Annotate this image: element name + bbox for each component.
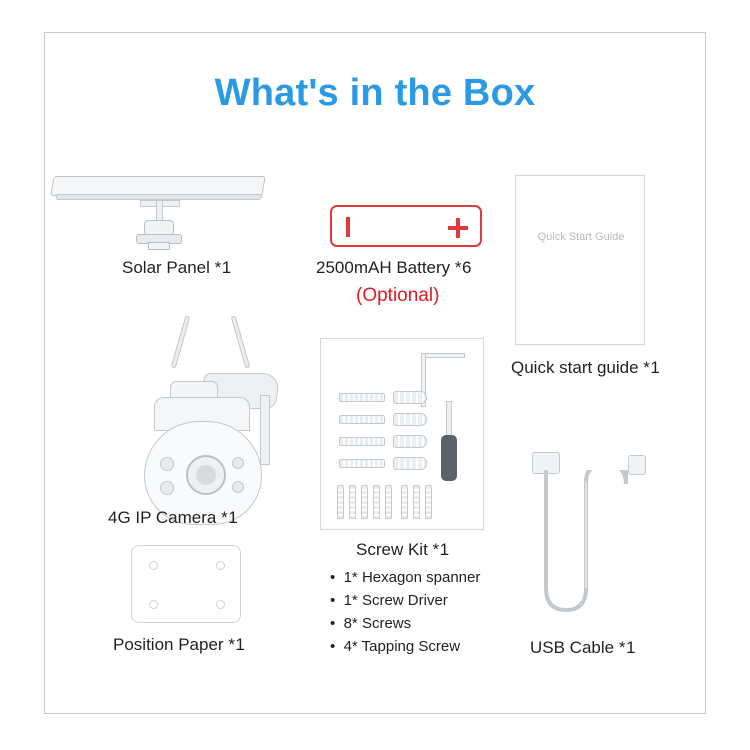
position-paper-label: Position Paper: [113, 635, 224, 654]
drill-template-icon: [131, 545, 241, 623]
wall-anchor-icon: [393, 413, 427, 426]
tapping-screw-icon: [361, 485, 368, 519]
booklet-cover-text: Quick Start Guide: [537, 231, 625, 243]
booklet-icon: [515, 175, 645, 345]
quick-start-guide-qty: *1: [643, 358, 661, 377]
battery-qty: *6: [454, 258, 472, 277]
position-paper-caption: [113, 635, 245, 655]
battery-label: 2500mAH Battery: [316, 258, 451, 277]
ip-camera-qty: *1: [221, 508, 239, 527]
ip-camera-label: 4G IP Camera: [108, 508, 217, 527]
battery-caption: [316, 258, 472, 278]
hex-key-icon: [421, 353, 465, 358]
solar-panel-qty: *1: [214, 258, 232, 277]
screw-icon: [339, 393, 385, 402]
list-item: • 1* Screw Driver: [330, 592, 448, 609]
screw-icon: [339, 437, 385, 446]
battery-minus-terminal: [346, 217, 350, 237]
solar-panel-caption: [122, 258, 232, 278]
solar-panel-icon: [52, 170, 272, 252]
screwdriver-icon: [446, 401, 452, 439]
wall-anchor-icon: [393, 435, 427, 448]
screw-kit-qty: *1: [432, 540, 450, 559]
list-item: • 1* Hexagon spanner: [330, 569, 481, 586]
tapping-screw-icon: [401, 485, 408, 519]
wall-anchor-icon: [393, 391, 427, 404]
screw-icon: [339, 459, 385, 468]
battery-plus-terminal-v: [456, 218, 460, 238]
ip-camera-caption: [108, 508, 238, 528]
page-title: What's in the Box: [214, 72, 536, 114]
tapping-screw-icon: [349, 485, 356, 519]
usb-cable-qty: *1: [618, 638, 636, 657]
wall-anchor-icon: [393, 457, 427, 470]
screw-kit-label: Screw Kit: [356, 540, 428, 559]
list-item: • 8* Screws: [330, 615, 412, 632]
antenna-left-icon: [171, 315, 191, 368]
list-item: • 4* Tapping Screw: [330, 638, 461, 655]
usb-cable-caption: [530, 638, 636, 658]
tapping-screw-icon: [373, 485, 380, 519]
battery-icon: [330, 205, 482, 247]
tapping-screw-icon: [337, 485, 344, 519]
position-paper-qty: *1: [228, 635, 246, 654]
screw-kit-caption: [356, 540, 450, 560]
usb-cord-path: [540, 470, 648, 620]
solar-panel-label: Solar Panel: [122, 258, 210, 277]
usb-cable-label: USB Cable: [530, 638, 615, 657]
battery-optional-note: (Optional): [356, 285, 440, 306]
screw-kit-contents-list: [330, 566, 530, 658]
tapping-screw-icon: [385, 485, 392, 519]
screw-kit-icon: [320, 338, 484, 530]
quick-start-guide-label: Quick start guide: [511, 358, 639, 377]
tapping-screw-icon: [413, 485, 420, 519]
tapping-screw-icon: [425, 485, 432, 519]
screw-icon: [339, 415, 385, 424]
antenna-right-icon: [231, 315, 251, 368]
quick-start-guide-caption: [511, 358, 660, 378]
ptz-camera-icon: [110, 305, 290, 500]
